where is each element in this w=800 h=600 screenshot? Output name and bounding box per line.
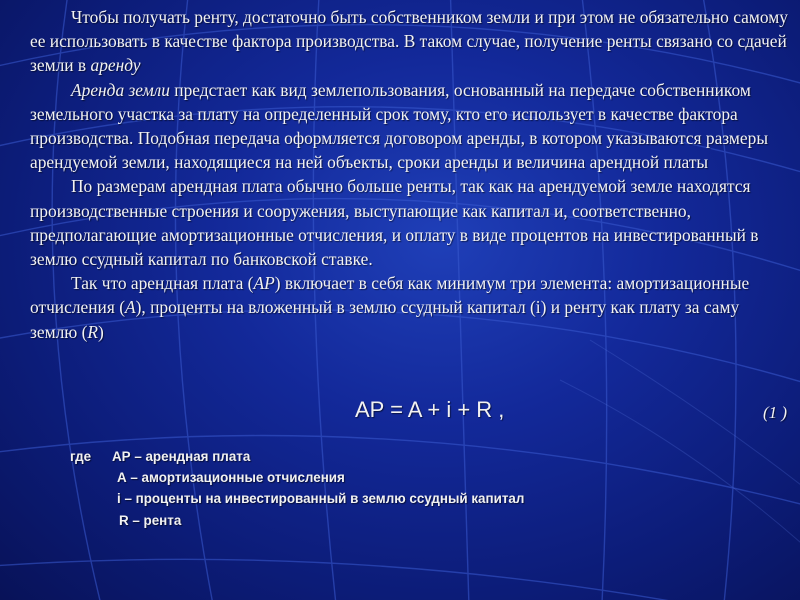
italic-text: Аренда земли [71, 79, 170, 100]
text-run: Чтобы получать ренту, достаточно быть собственником земли и при этом не обязательно самому ее использовать в качестве фактора производства. В таком случае, получение ренты связано со сдачей земли в [30, 7, 788, 76]
main-text-block [30, 5, 790, 344]
italic-text: А [125, 297, 136, 318]
italic-text: АР [253, 273, 275, 294]
italic-text: R [87, 321, 99, 342]
text-run: Так что арендная плата ( [71, 273, 254, 294]
text-run: ), проценты на вложенный в землю ссудный капитал (i) и ренту как плату за саму землю ( [30, 297, 740, 342]
text-run: По размерам арендная плата обычно больше ренты, так как на арендуемой земле находятся производственные строения и сооружения, выступающие как капитал и, соответственно, предполагающие амортизационные отчисления, и оплату в виде процентов на инвестированный в землю ссудный капитал по банковской ставке. [30, 176, 759, 270]
text-run: ) [98, 321, 104, 342]
formula-expression: AP = A + i + R , [355, 397, 505, 422]
legend-item: R – рента [119, 513, 182, 528]
legend-item: АР – арендная плата [112, 449, 251, 464]
paragraph [30, 5, 790, 78]
text-run: предстает как вид землепользования, основанный на передаче собственником земельного участка за плату на определенный срок тому, кто его использует в качестве фактора производства. Подобная передача оформляется договором аренды, в котором указываются размеры арендуемой земли, находящиеся на ней объекты, сроки аренды и величина арендной платы [30, 79, 769, 173]
paragraph [30, 78, 790, 175]
legend-where-label: где [70, 449, 92, 464]
legend-item: i – проценты на инвестированный в землю ссудный капитал [117, 491, 525, 506]
paragraph [30, 174, 790, 271]
italic-text: аренду [90, 55, 141, 76]
text-run: ) включает в себя как минимум три элемента: амортизационные отчисления ( [30, 273, 750, 318]
legend-item: А – амортизационные отчисления [117, 470, 345, 485]
paragraph [30, 271, 790, 344]
formula-number: (1 ) [763, 403, 788, 422]
